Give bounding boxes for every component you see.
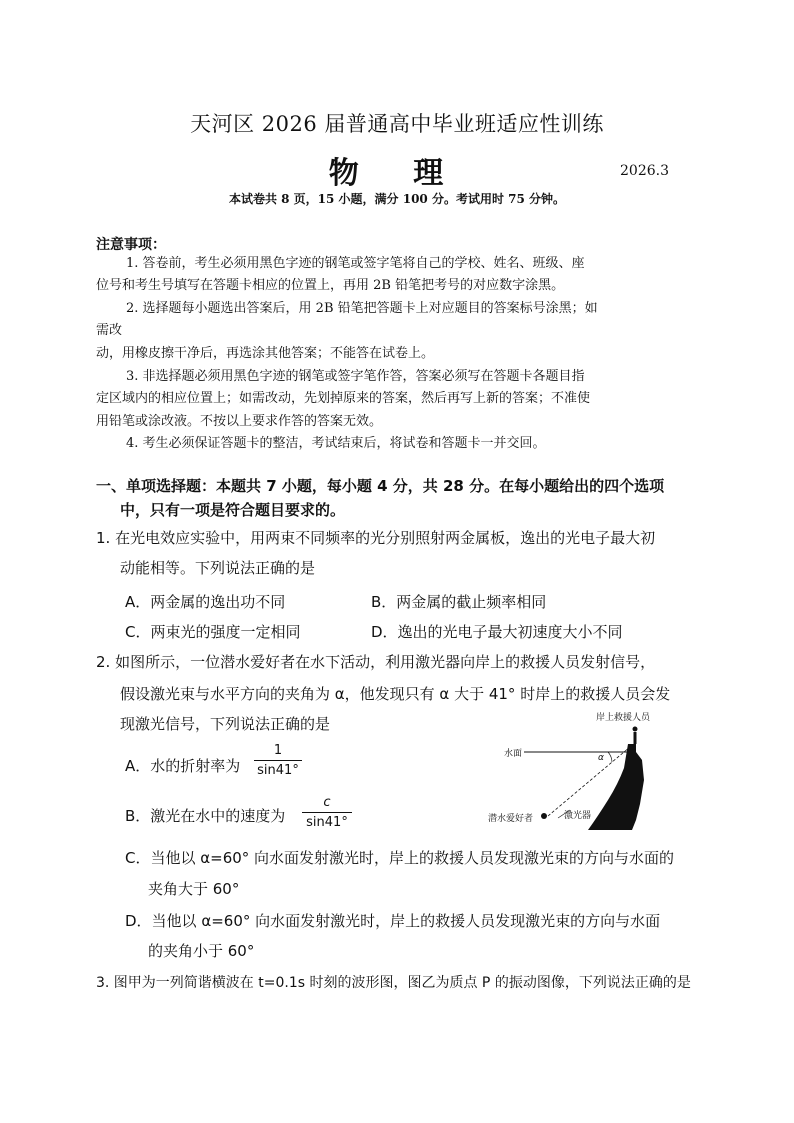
fraction-b-bar [302, 812, 352, 813]
alpha-angle-arc [608, 752, 612, 762]
question-1-option-b: B．两金属的截止频率相同 [371, 593, 547, 611]
rescuer-figure [633, 727, 638, 732]
question-1-option-d: D．逸出的光电子最大初速度大小不同 [371, 623, 623, 641]
question-1-option-a: A．两金属的逸出功不同 [125, 593, 286, 611]
question-2-stem-cont: 假设激光束与水平方向的夹角为 α，他发现只有 α 大于 41° 时岸上的救援人员会发 [120, 685, 671, 703]
subject-title: 物 理 [328, 156, 466, 191]
exam-info: 本试卷共 8 页，15 小题，满分 100 分。考试用时 75 分钟。 [228, 192, 566, 206]
fraction-b-denominator: sin41° [306, 815, 348, 830]
question-2-option-c-cont: 夹角大于 60° [148, 880, 240, 898]
exam-title: 天河区 2026 届普通高中毕业班适应性训练 [190, 112, 604, 136]
water-label: 水面 [504, 749, 523, 759]
notice-line: 位号和考生号填写在答题卡相应的位置上，再用 2B 铅笔把考号的对应数字涂黑。 [96, 278, 565, 293]
notice-line: 需改 [96, 323, 123, 338]
fraction-a [254, 743, 302, 778]
question-1-stem: 1. 在光电效应实验中，用两束不同频率的光分别照射两金属板，逸出的光电子最大初 [96, 529, 656, 547]
rescuer-body [634, 732, 637, 744]
fraction-b-numerator: c [323, 795, 331, 810]
cliff-shape [588, 744, 644, 830]
notice-line: 4. 考生必须保证答题卡的整洁，考试结束后，将试卷和答题卡一并交回。 [126, 436, 546, 451]
question-2-option-d-cont: 的夹角小于 60° [148, 942, 255, 960]
notice-line: 动，用橡皮擦干净后，再选涂其他答案；不能答在试卷上。 [96, 346, 435, 361]
fraction-a-bar [254, 760, 302, 761]
question-3-stem: 3. 图甲为一列简谐横波在 t=0.1s 时刻的波形图，图乙为质点 P 的振动图像，下列说法正确的是 [96, 975, 691, 991]
question-1-option-c: C．两束光的强度一定相同 [125, 623, 301, 641]
question-2-option-b-label: B．激光在水中的速度为 [125, 807, 286, 825]
exam-date: 2026.3 [620, 163, 669, 179]
question-2-stem: 2. 如图所示，一位潜水爱好者在水下活动，利用激光器向岸上的救援人员发射信号， [96, 653, 656, 671]
notice-line: 定区域内的相应位置上；如需改动，先划掉原来的答案，然后再写上新的答案；不准使 [96, 391, 591, 406]
question-2-figure [478, 708, 718, 838]
section-heading: 一、单项选择题：本题共 7 小题，每小题 4 分，共 28 分。在每小题给出的四个选项 [96, 477, 665, 495]
fraction-a-numerator: 1 [273, 743, 283, 758]
question-2-option-a-label: A．水的折射率为 [125, 757, 241, 775]
section-heading-cont: 中，只有一项是符合题目要求的。 [120, 501, 346, 519]
rescuer-label: 岸上救援人员 [596, 713, 651, 723]
diver-figure [541, 813, 547, 819]
fraction-b [302, 795, 352, 830]
diver-label: 潜水爱好者 [488, 814, 534, 824]
question-2-stem-cont: 现激光信号，下列说法正确的是 [120, 715, 331, 733]
notice-heading: 注意事项： [96, 237, 166, 253]
notice-line: 2. 选择题每小题选出答案后，用 2B 铅笔把答题卡上对应题目的答案标号涂黑；如 [126, 301, 598, 316]
laser-label: 激光器 [564, 811, 592, 821]
notice-line: 1. 答卷前，考生必须用黑色字迹的钢笔或签字笔将自己的学校、姓名、班级、座 [126, 256, 585, 271]
fraction-a-denominator: sin41° [257, 763, 299, 778]
question-2-option-d: D．当他以 α=60° 向水面发射激光时，岸上的救援人员发现激光束的方向与水面 [125, 912, 661, 930]
notice-line: 用铅笔或涂改液。不按以上要求作答的答案无效。 [96, 414, 383, 429]
alpha-label: α [598, 753, 604, 763]
notice-line: 3. 非选择题必须用黑色字迹的钢笔或签字笔作答，答案必须写在答题卡各题目指 [126, 369, 585, 384]
question-1-stem-cont: 动能相等。下列说法正确的是 [120, 559, 316, 577]
question-2-option-c: C．当他以 α=60° 向水面发射激光时，岸上的救援人员发现激光束的方向与水面的 [125, 849, 675, 867]
